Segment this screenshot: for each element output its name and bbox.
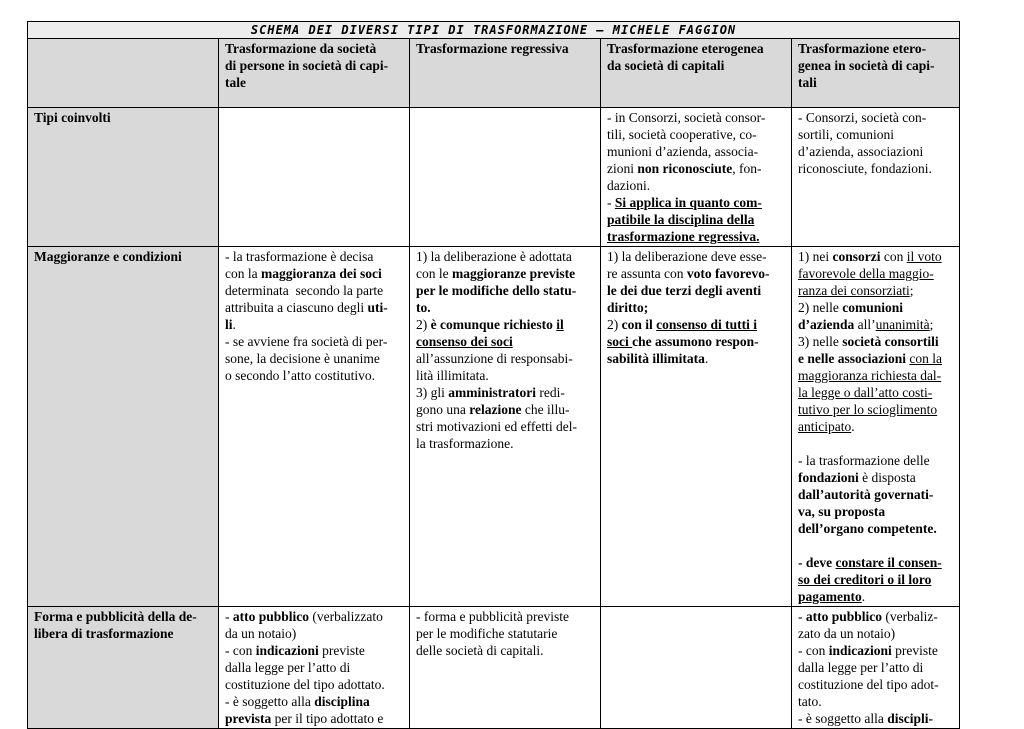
corner-cell <box>28 39 219 108</box>
header-row <box>28 39 960 108</box>
table-row <box>28 607 960 729</box>
column-header-regressiva: Trasformazione regressiva <box>410 39 601 108</box>
cell-maggioranze-persone-capitale: - la trasformazione è decisa con la maggioranza dei soci determinata secondo la parte attribuita a ciascuno degli uti- li. - se avviene fra società di per- sone, la decisione è unanime o secondo l’atto costitutivo. <box>219 247 410 607</box>
document-page <box>27 21 959 729</box>
document-title: SCHEMA DEI DIVERSI TIPI DI TRASFORMAZIONE – MICHELE FAGGION <box>28 22 960 39</box>
cell-maggioranze-eterogenea-da: 1) la deliberazione deve esse- re assunta con voto favorevo- le dei due terzi degli aventi diritto; 2) con il consenso di tutti i soci che assumono respon- sabilità illimitata. <box>601 247 792 607</box>
cell-tipi-eterogenea-in: - Consorzi, società con- sortili, comunioni d’azienda, associazioni riconosciute, fondazioni. <box>792 108 960 247</box>
column-header-eterogenea-da: Trasformazione eterogenea da società di capitali <box>601 39 792 108</box>
row-label-tipi-coinvolti: Tipi coinvolti <box>28 108 219 247</box>
column-header-eterogenea-in: Trasformazione etero- genea in società di capi- tali <box>792 39 960 108</box>
cell-tipi-persone-capitale <box>219 108 410 247</box>
cell-tipi-regressiva <box>410 108 601 247</box>
title-row <box>28 22 960 39</box>
cell-forma-eterogenea-in: - atto pubblico (verbaliz- zato da un notaio) - con indicazioni previste dalla legge per l’atto di costituzione del tipo adot- tato. - è soggetto alla discipli- <box>792 607 960 729</box>
cell-tipi-eterogenea-da: - in Consorzi, società consor- tili, società cooperative, co- munioni d’azienda, associa- zioni non riconosciute, fon- dazioni. - Si applica in quanto com- patibile la disciplina della trasformazione regressiva. <box>601 108 792 247</box>
cell-maggioranze-eterogenea-in: 1) nei consorzi con il voto favorevole della maggio- ranza dei consorziati; 2) nelle comunioni d’azienda all’unanimità; 3) nelle società consortili e nelle associazioni con la maggioranza richiesta dal- la legge o dall’atto costi- tutivo per lo scioglimento anticipato. - la trasformazione delle fondazioni è disposta dall’autorità governati- va, su proposta dell’organo competente. - deve constare il consen- so dei creditori o il loro pagamento. <box>792 247 960 607</box>
table-row <box>28 108 960 247</box>
table-row <box>28 247 960 607</box>
cell-forma-regressiva: - forma e pubblicità previste per le modifiche statutarie delle società di capitali. <box>410 607 601 729</box>
transformation-table <box>27 21 960 729</box>
row-label-forma-pubblicita: Forma e pubblicità della de- libera di trasformazione <box>28 607 219 729</box>
column-header-persone-capitale: Trasformazione da società di persone in società di capi- tale <box>219 39 410 108</box>
cell-forma-eterogenea-da <box>601 607 792 729</box>
cell-maggioranze-regressiva: 1) la deliberazione è adottata con le maggioranze previste per le modifiche dello statu- to. 2) è comunque richiesto il consenso dei soci all’assunzione di responsabi- lità illimitata. 3) gli amministratori redi- gono una relazione che illu- stri motivazioni ed effetti del- la trasformazione. <box>410 247 601 607</box>
cell-forma-persone-capitale: - atto pubblico (verbalizzato da un notaio) - con indicazioni previste dalla legge per l’atto di costituzione del tipo adottato. - è soggetto alla disciplina prevista per il tipo adottato e <box>219 607 410 729</box>
row-label-maggioranze: Maggioranze e condizioni <box>28 247 219 607</box>
